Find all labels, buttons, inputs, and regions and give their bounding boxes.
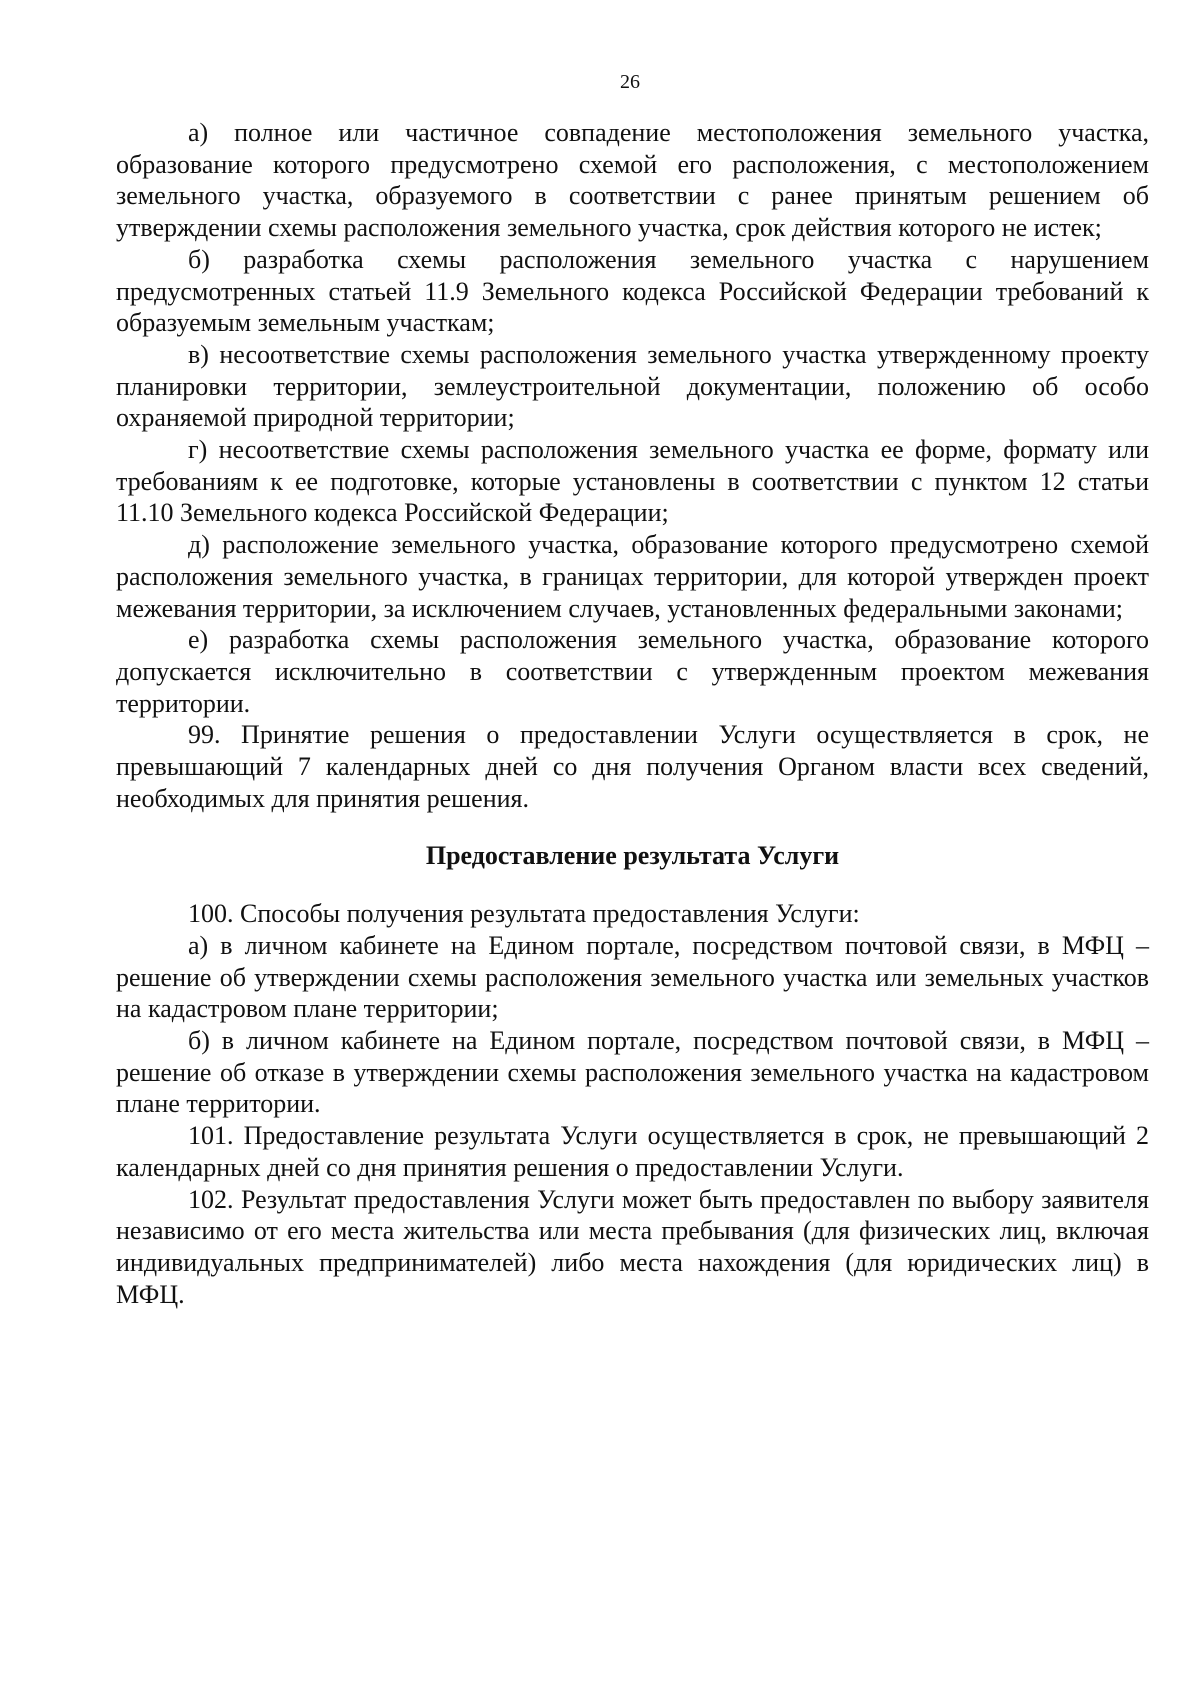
paragraph-item-d: д) расположение земельного участка, образование которого предусмотрено схемой расположения земельного участка, в границах территории, для которой утвержден проект межевания территории, за исключением случаев, установленных федеральными законами;	[116, 530, 1149, 623]
paragraph-item-e: е) разработка схемы расположения земельного участка, образование которого допускается исключительно в соответствии с утвержденным проектом межевания территории.	[116, 625, 1149, 718]
paragraph-item-b: б) разработка схемы расположения земельного участка с нарушением предусмотренных статьей 11.9 Земельного кодекса Российской Федерации требований к образуемым земельным участкам;	[116, 244, 1149, 338]
section-heading: Предоставление результата Услуги	[425, 841, 840, 871]
document-body	[116, 117, 1149, 1310]
paragraph-102: 102. Результат предоставления Услуги может быть предоставлен по выбору заявителя независимо от его места жительства или места пребывания (для физических лиц, включая индивидуальных предпринимателей) либо места нахождения (для юридических лиц) в МФЦ.	[116, 1184, 1149, 1309]
paragraph-item-g: г) несоответствие схемы расположения земельного участка ее форме, формату или требованиям к ее подготовке, которые установлены в соответствии с пунктом 12 статьи 11.10 Земельного кодекса Российской Федерации;	[116, 435, 1149, 528]
paragraph-item-a: а) полное или частичное совпадение местоположения земельного участка, образование которого предусмотрено схемой его расположения, с местоположением земельного участка, образуемого в соответствии с ранее принятым решением об утверждении схемы расположения земельного участка, срок действия которого не истек;	[116, 118, 1149, 243]
page-number: 26	[620, 71, 640, 93]
paragraph-100-a: а) в личном кабинете на Едином портале, посредством почтовой связи, в МФЦ – решение об утверждении схемы расположения земельного участка или земельных участков на кадастровом плане территории;	[116, 930, 1149, 1024]
paragraph-101: 101. Предоставление результата Услуги осуществляется в срок, не превышающий 2 календарных дней со дня принятия решения о предоставлении Услуги.	[116, 1121, 1149, 1182]
paragraph-100-b: б) в личном кабинете на Едином портале, посредством почтовой связи, в МФЦ – решение об отказе в утверждении схемы расположения земельного участка на кадастровом плане территории.	[116, 1025, 1149, 1119]
paragraph-item-v: в) несоответствие схемы расположения земельного участка утвержденному проекту планировки территории, землеустроительной документации, положению об особо охраняемой природной территории;	[116, 339, 1149, 433]
paragraph-100: 100. Способы получения результата предоставления Услуги:	[188, 899, 860, 929]
paragraph-99: 99. Принятие решения о предоставлении Услуги осуществляется в срок, не превышающий 7 календарных дней со дня получения Органом власти всех сведений, необходимых для принятия решения.	[116, 720, 1149, 813]
